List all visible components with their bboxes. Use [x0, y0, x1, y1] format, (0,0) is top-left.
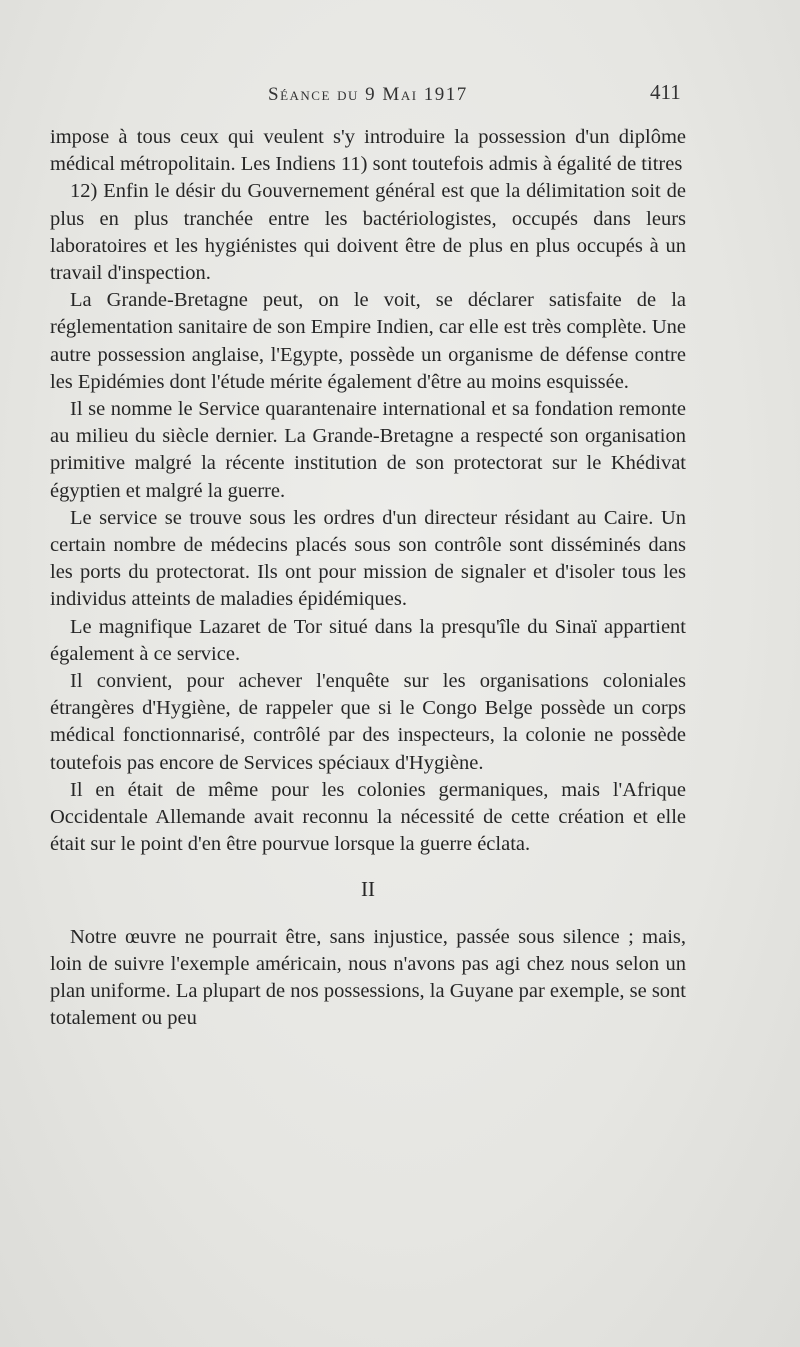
paragraph: impose à tous ceux qui veulent s'y introduire la possession d'un diplôme médical métropolitain. Les Indiens 11) sont toutefois admis à égalité de titres	[50, 126, 686, 176]
section-heading: II	[361, 877, 375, 902]
paragraph: Le magnifique Lazaret de Tor situé dans la presqu'île du Sinaï appartient également à ce service.	[50, 615, 686, 665]
paragraph: Il se nomme le Service quarantenaire international et sa fondation remonte au milieu du siècle dernier. La Grande-Bretagne a respecté son organisation primitive malgré la récente institution de son protectorat sur le Khédivat égyptien et malgré la guerre.	[50, 398, 686, 502]
paragraph: Il en était de même pour les colonies germaniques, mais l'Afrique Occidentale Allemande avait reconnu la nécessité de cette création et elle était sur le point d'en être pourvue lorsque la guerre éclata.	[50, 778, 686, 856]
body-text	[50, 124, 686, 1033]
page-header	[0, 80, 800, 114]
paragraph: Le service se trouve sous les ordres d'un directeur résidant au Caire. Un certain nombre de médecins placés sous son contrôle sont disséminés dans les ports du protectorat. Ils ont pour mission de signaler et d'isoler tous les individus atteints de maladies épidémiques.	[50, 506, 686, 611]
running-title: Séance du 9 Mai 1917	[268, 84, 468, 105]
paragraph: Il convient, pour achever l'enquête sur les organisations coloniales étrangères d'Hygiène, de rappeler que si le Congo Belge possède un corps médical fonctionnarisé, contrôlé par des inspecteurs, la colonie ne possède toutefois pas encore de Services spéciaux d'Hygiène.	[50, 670, 686, 774]
paragraph: Notre œuvre ne pourrait être, sans injustice, passée sous silence ; mais, loin de suivre l'exemple américain, nous n'avons pas agi chez nous selon un plan uniforme. La plupart de nos possessions, la Guyane par exemple, se sont totalement ou peu	[50, 925, 686, 1030]
page-number: 411	[650, 80, 681, 104]
paragraph: 12) Enfin le désir du Gouvernement général est que la délimitation soit de plus en plus tranchée entre les bactériologistes, occupés dans leurs laboratoires et les hygiénistes qui doivent être de plus en plus occupés à un travail d'inspection.	[50, 180, 686, 285]
paragraph: La Grande-Bretagne peut, on le voit, se déclarer satisfaite de la réglementation sanitaire de son Empire Indien, car elle est très complète. Une autre possession anglaise, l'Egypte, possède un organisme de défense contre les Epidémies dont l'étude mérite également d'être au moins esquissée.	[50, 289, 686, 393]
